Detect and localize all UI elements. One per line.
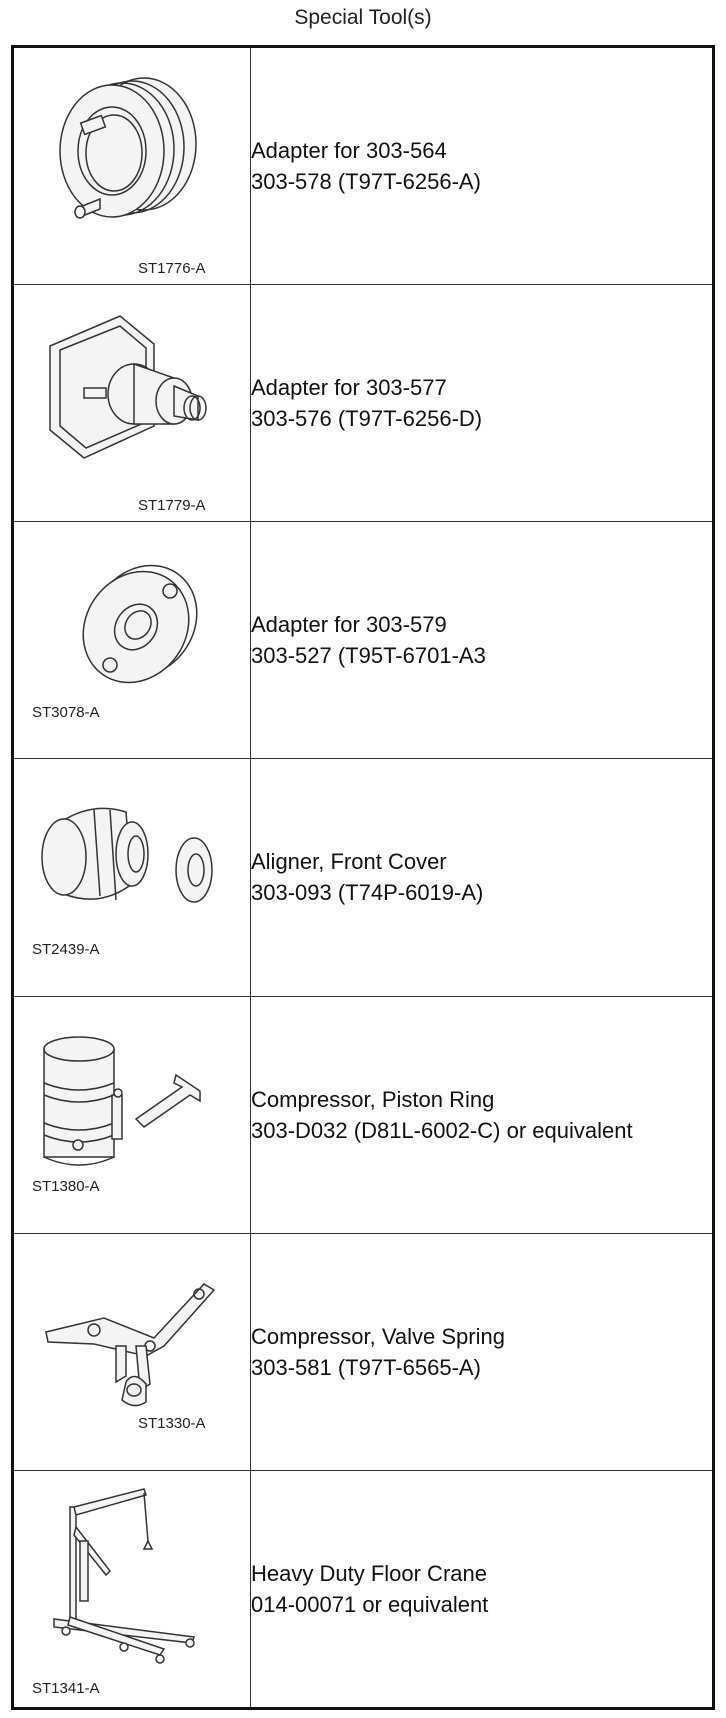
table-row <box>13 996 714 1233</box>
page-title: Special Tool(s) <box>294 6 432 29</box>
tool-part-number: 303-527 (T95T-6701-A3 <box>251 643 486 669</box>
valve-spring-compressor-icon <box>14 1234 250 1469</box>
tool-code: ST1341-A <box>32 1680 100 1698</box>
tool-name: Adapter for 303-577 <box>251 375 447 401</box>
tool-illustration-cell <box>13 996 251 1233</box>
tool-code: ST1380-A <box>32 1178 100 1196</box>
tool-part-number: 303-578 (T97T-6256-A) <box>251 169 481 195</box>
tool-part-number: 014-00071 or equivalent <box>251 1591 489 1617</box>
tool-illustration-cell <box>13 47 251 285</box>
table-row <box>13 759 714 996</box>
table-row <box>13 1233 714 1470</box>
tool-part-number: 303-581 (T97T-6565-A) <box>251 1354 481 1380</box>
tool-illustration-cell <box>13 522 251 759</box>
tool-code: ST2439-A <box>32 940 100 958</box>
tool-code: ST1779-A <box>138 496 206 514</box>
tool-illustration-cell <box>13 1233 251 1470</box>
tool-name: Compressor, Valve Spring <box>251 1323 505 1349</box>
tool-description-cell <box>251 1470 714 1708</box>
disc-adapter-icon <box>14 523 250 758</box>
tool-illustration-cell <box>13 759 251 996</box>
tool-code: ST1330-A <box>138 1415 206 1433</box>
tool-name: Aligner, Front Cover <box>251 849 447 875</box>
tool-description-cell <box>251 1233 714 1470</box>
table-row <box>13 47 714 285</box>
table-row <box>13 522 714 759</box>
tool-description-cell <box>251 285 714 522</box>
piston-ring-compressor-icon <box>14 997 250 1232</box>
tool-part-number: 303-093 (T74P-6019-A) <box>251 880 484 906</box>
tool-part-number: 303-D032 (D81L-6002-C) or equivalent <box>251 1117 633 1143</box>
front-cover-aligner-icon <box>14 760 250 995</box>
special-tools-table <box>11 45 715 1710</box>
tool-description-cell <box>251 522 714 759</box>
tool-code: ST1776-A <box>138 259 206 277</box>
tool-name: Adapter for 303-564 <box>251 138 447 164</box>
tool-description-cell <box>251 996 714 1233</box>
tool-code: ST3078-A <box>32 703 100 721</box>
table-row <box>13 285 714 522</box>
tool-name: Compressor, Piston Ring <box>251 1086 495 1112</box>
tool-name: Heavy Duty Floor Crane <box>251 1560 487 1586</box>
table-row <box>13 1470 714 1708</box>
flange-adapter-icon <box>14 286 250 521</box>
tool-illustration-cell <box>13 1470 251 1708</box>
tool-name: Adapter for 303-579 <box>251 612 447 638</box>
pulley-adapter-icon <box>14 49 250 284</box>
floor-crane-icon <box>14 1471 250 1706</box>
tool-part-number: 303-576 (T97T-6256-D) <box>251 406 483 432</box>
tool-description-cell <box>251 759 714 996</box>
tool-illustration-cell <box>13 285 251 522</box>
tool-description-cell <box>251 47 714 285</box>
